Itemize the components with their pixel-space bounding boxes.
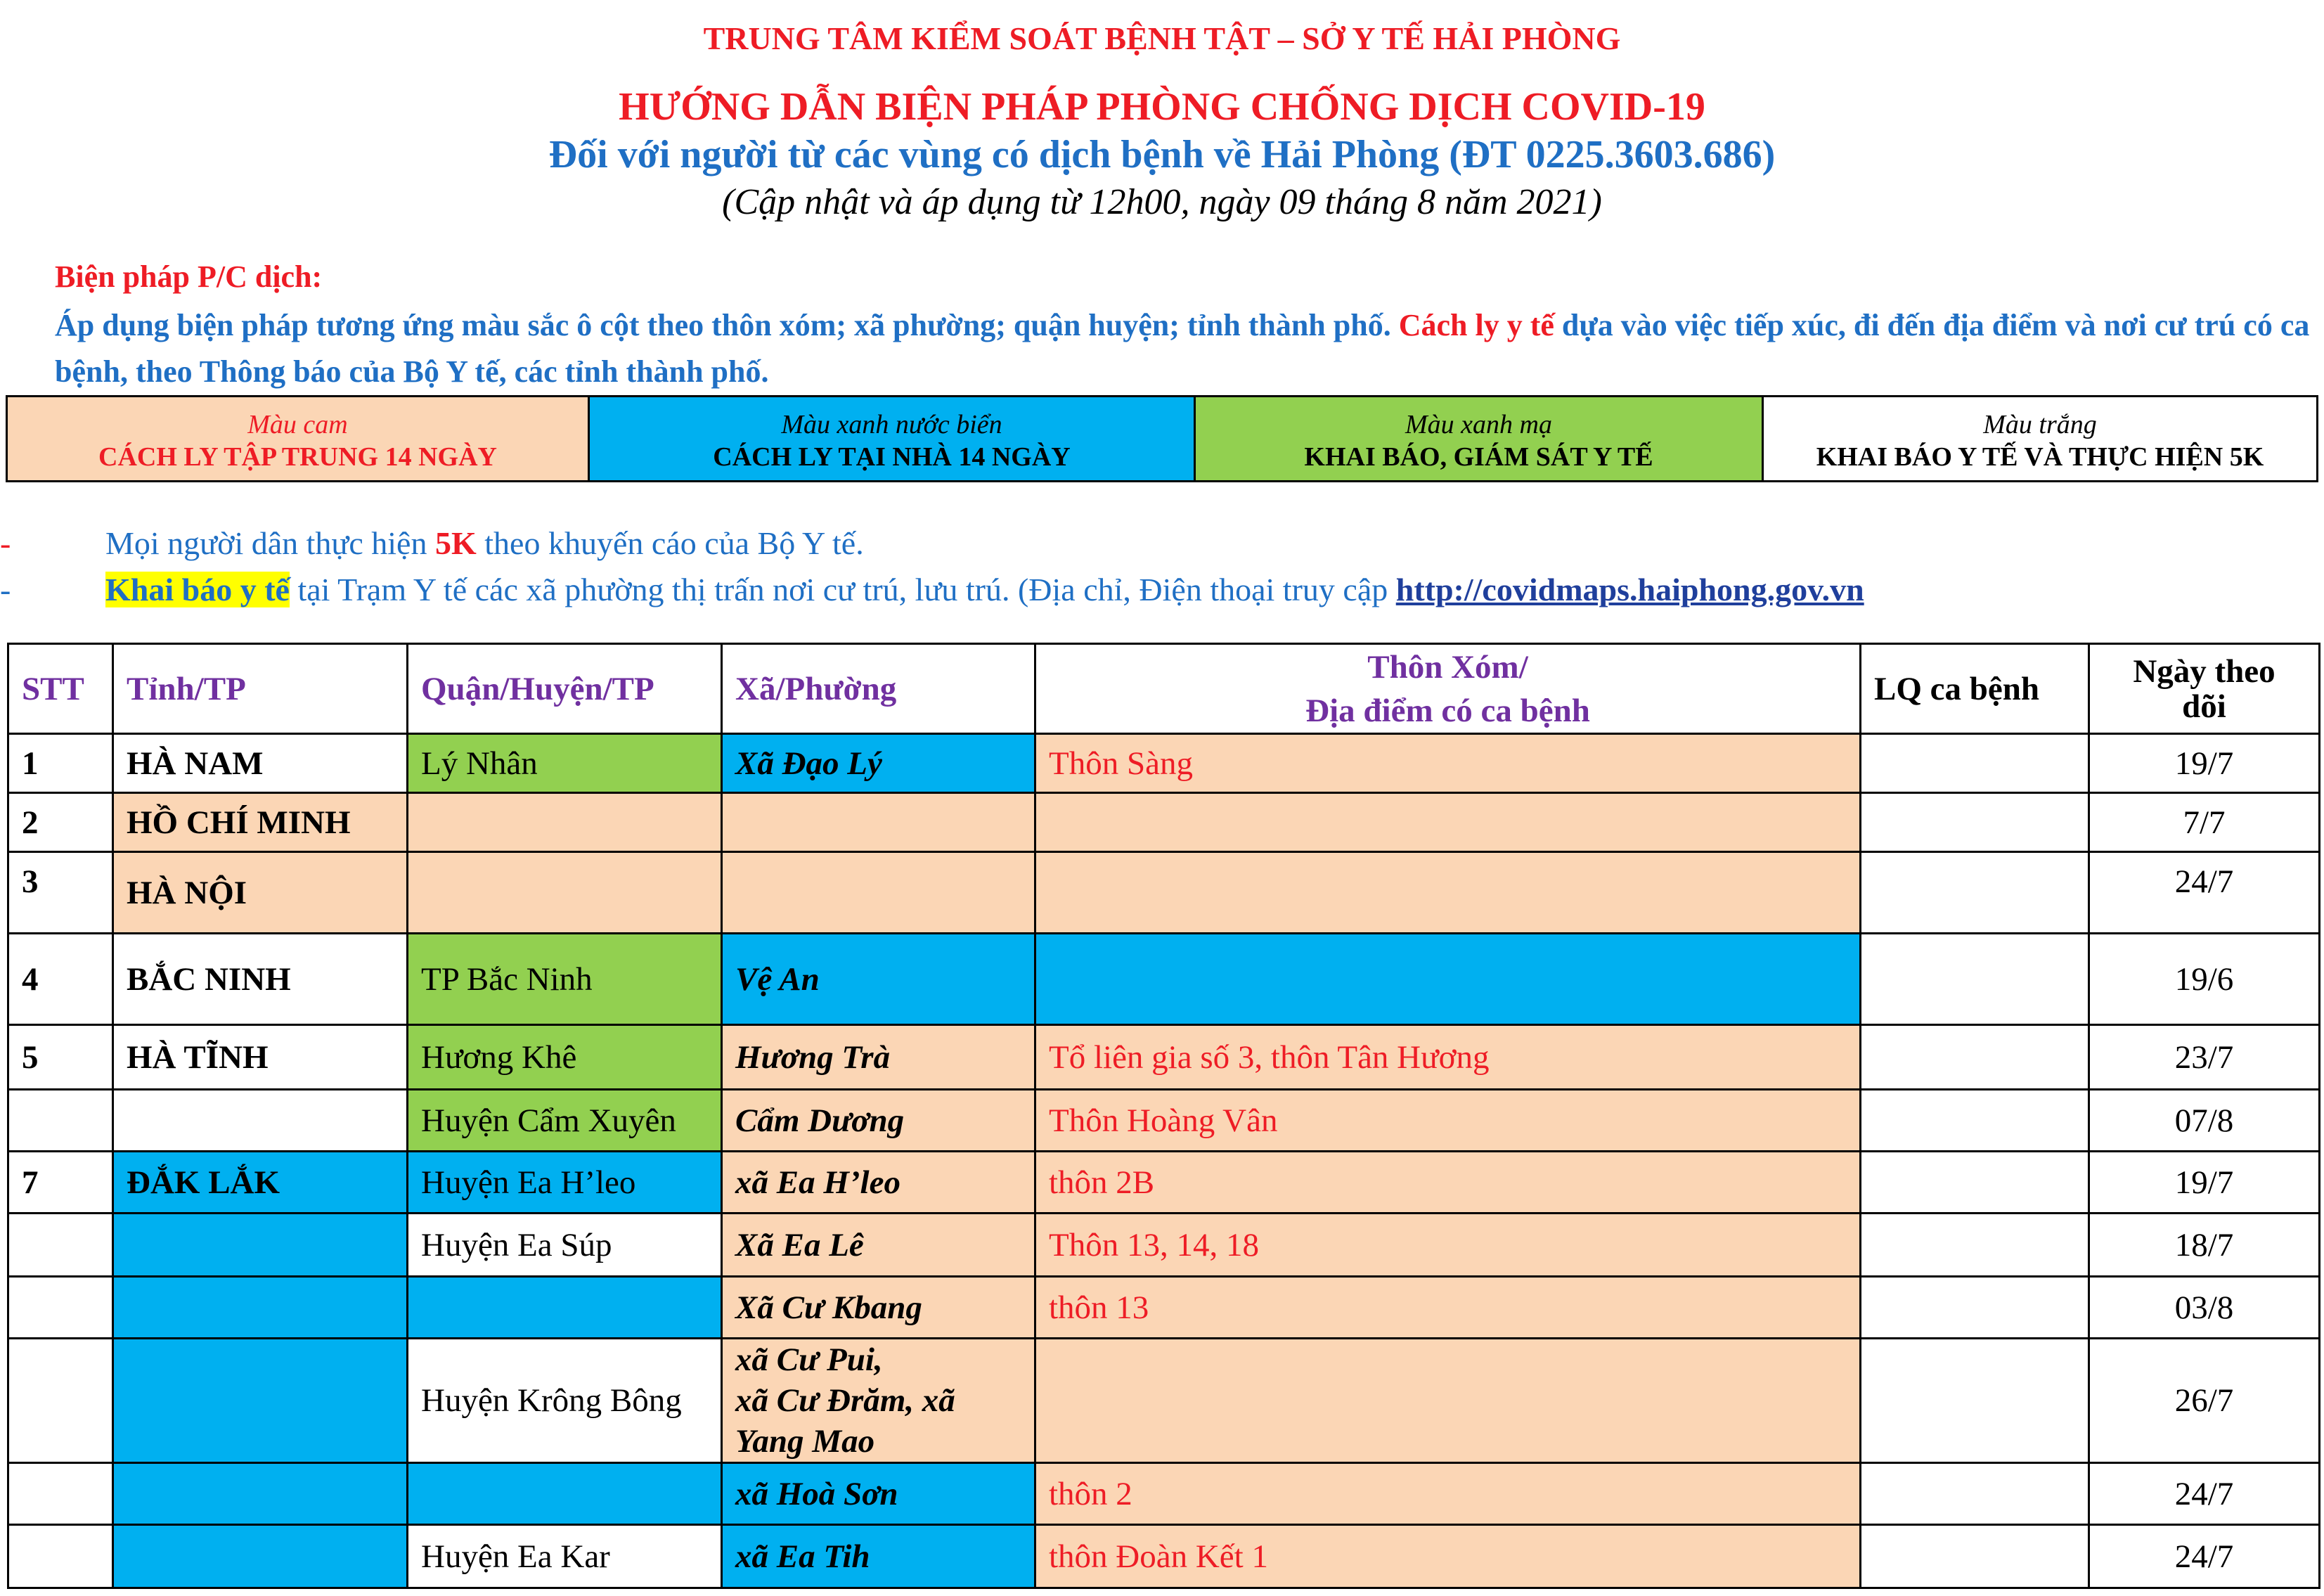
- legend-blue: [588, 397, 1194, 480]
- legend-color-name: Màu trắng: [1983, 410, 2097, 439]
- cell-province: HÀ NỘI: [113, 852, 408, 934]
- header-place-line-2: Địa điểm có ca bệnh: [1305, 692, 1590, 729]
- table-row: [8, 1152, 2320, 1214]
- cell-date: 03/8: [2089, 1277, 2320, 1339]
- legend-action: KHAI BÁO Y TẾ VÀ THỰC HIỆN 5K: [1816, 442, 2264, 472]
- cell-lq: [1861, 734, 2089, 793]
- cell-district: Lý Nhân: [408, 734, 722, 793]
- cell-stt: 7: [8, 1152, 113, 1214]
- cell-date: 26/7: [2089, 1339, 2320, 1463]
- measures-text-b: dựa vào việc tiếp xúc, đi đến địa điểm và nơi cư trú có ca bệnh, theo Thông báo của Bộ Y tế, các tỉnh thành phố.: [55, 308, 2310, 389]
- cell-lq: [1861, 1277, 2089, 1339]
- cell-district: Huyện Cẩm Xuyên: [408, 1090, 722, 1152]
- legend-color-name: Màu xanh nước biển: [781, 410, 1002, 439]
- cell-stt: [8, 1214, 113, 1277]
- note-5k-highlight: 5K: [434, 525, 477, 561]
- cell-district: Huyện Ea Kar: [408, 1525, 722, 1588]
- update-note: (Cập nhật và áp dụng từ 12h00, ngày 09 tháng 8 năm 2021): [722, 182, 1602, 222]
- cell-place: thôn 2: [1035, 1463, 1861, 1525]
- measures-text: [55, 302, 2311, 395]
- cell-place: thôn 2B: [1035, 1152, 1861, 1214]
- table-row: [8, 734, 2320, 793]
- cell-district: [408, 1277, 722, 1339]
- header-date: [2089, 644, 2320, 734]
- note-5k-a: Mọi người dân thực hiện: [105, 525, 435, 561]
- covidmaps-link[interactable]: http://covidmaps.haiphong.gov.vn: [1395, 572, 1864, 607]
- cell-place: Thôn Hoàng Vân: [1035, 1090, 1861, 1152]
- note-5k-b: theo khuyến cáo của Bộ Y tế.: [476, 525, 864, 561]
- cell-province: HÀ TĨNH: [113, 1025, 408, 1090]
- cell-lq: [1861, 1090, 2089, 1152]
- cell-date: 23/7: [2089, 1025, 2320, 1090]
- cell-date: 19/7: [2089, 734, 2320, 793]
- header-ward: Xã/Phường: [722, 644, 1035, 734]
- cell-stt: [8, 1090, 113, 1152]
- cell-place: thôn Đoàn Kết 1: [1035, 1525, 1861, 1588]
- note-5k: [0, 525, 864, 562]
- cell-lq: [1861, 1463, 2089, 1525]
- cell-province: [113, 1214, 408, 1277]
- cell-province: BẮC NINH: [113, 934, 408, 1025]
- cell-province: [113, 1525, 408, 1588]
- cell-lq: [1861, 1525, 2089, 1588]
- cell-province: ĐẮK LẮK: [113, 1152, 408, 1214]
- cell-stt: 4: [8, 934, 113, 1025]
- document-title: HƯỚNG DẪN BIỆN PHÁP PHÒNG CHỐNG DỊCH COVID-19: [619, 85, 1705, 129]
- cell-place: thôn 13: [1035, 1277, 1861, 1339]
- cell-place: [1035, 852, 1861, 934]
- table-row: [8, 852, 2320, 934]
- cell-lq: [1861, 793, 2089, 852]
- cell-date: 07/8: [2089, 1090, 2320, 1152]
- color-legend: [6, 395, 2318, 482]
- cell-date: 7/7: [2089, 793, 2320, 852]
- table-row: [8, 1339, 2320, 1463]
- note-declaration-highlight: Khai báo y tế: [105, 572, 290, 607]
- cell-place: [1035, 1339, 1861, 1463]
- legend-green: [1194, 397, 1762, 480]
- legend-action: CÁCH LY TẬP TRUNG 14 NGÀY: [98, 442, 497, 472]
- cell-lq: [1861, 934, 2089, 1025]
- cell-lq: [1861, 852, 2089, 934]
- legend-color-name: Màu cam: [247, 410, 348, 439]
- outbreak-table: [7, 643, 2320, 1589]
- cell-date: 18/7: [2089, 1214, 2320, 1277]
- header-place: [1035, 644, 1861, 734]
- cell-ward: Xã Cư Kbang: [722, 1277, 1035, 1339]
- table-row: [8, 1463, 2320, 1525]
- cell-ward: Xã Đạo Lý: [722, 734, 1035, 793]
- cell-stt: [8, 1277, 113, 1339]
- cell-stt: 3: [8, 852, 113, 934]
- header-date-line-1: Ngày theo: [2133, 652, 2275, 690]
- cell-district: [408, 793, 722, 852]
- cell-district: Huyện Krông Bông: [408, 1339, 722, 1463]
- header-stt: STT: [8, 644, 113, 734]
- measures-text-a: Áp dụng biện pháp tương ứng màu sắc ô cột theo thôn xóm; xã phường; quận huyện; tỉnh thành phố.: [55, 308, 1399, 342]
- cell-ward: Cẩm Dương: [722, 1090, 1035, 1152]
- table-header-row: [8, 644, 2320, 734]
- table-row: [8, 934, 2320, 1025]
- header-district: Quận/Huyện/TP: [408, 644, 722, 734]
- cell-ward: [722, 793, 1035, 852]
- cell-ward: [722, 852, 1035, 934]
- cell-ward: xã Ea H’leo: [722, 1152, 1035, 1214]
- cell-ward: [722, 1339, 1035, 1463]
- cell-date: 24/7: [2089, 1525, 2320, 1588]
- cell-stt: [8, 1525, 113, 1588]
- cell-place: Thôn Sàng: [1035, 734, 1861, 793]
- table-row: [8, 1090, 2320, 1152]
- cell-district: [408, 1463, 722, 1525]
- cell-lq: [1861, 1214, 2089, 1277]
- cell-province: HÀ NAM: [113, 734, 408, 793]
- table-row: [8, 793, 2320, 852]
- cell-lq: [1861, 1339, 2089, 1463]
- cell-place: Thôn 13, 14, 18: [1035, 1214, 1861, 1277]
- measures-text-highlight: Cách ly y tế: [1398, 308, 1554, 342]
- ward-line: xã Cư Pui,: [735, 1341, 883, 1378]
- cell-province: HỒ CHÍ MINH: [113, 793, 408, 852]
- cell-place: [1035, 793, 1861, 852]
- note-health-declaration: [0, 571, 1864, 608]
- cell-district: Huyện Ea H’leo: [408, 1152, 722, 1214]
- ward-line: xã Cư Đrăm, xã: [735, 1382, 955, 1419]
- document-subtitle: Đối với người từ các vùng có dịch bệnh về Hải Phòng (ĐT 0225.3603.686): [548, 133, 1776, 176]
- cell-district: TP Bắc Ninh: [408, 934, 722, 1025]
- cell-ward: Hương Trà: [722, 1025, 1035, 1090]
- cell-place: [1035, 934, 1861, 1025]
- bullet-dash: -: [0, 525, 11, 561]
- cell-district: [408, 852, 722, 934]
- cell-ward: Xã Ea Lê: [722, 1214, 1035, 1277]
- cell-date: 19/6: [2089, 934, 2320, 1025]
- cell-lq: [1861, 1025, 2089, 1090]
- table-row: [8, 1025, 2320, 1090]
- legend-action: KHAI BÁO, GIÁM SÁT Y TẾ: [1304, 442, 1653, 472]
- legend-orange: [8, 397, 588, 480]
- cell-province: [113, 1339, 408, 1463]
- cell-ward: Vệ An: [722, 934, 1035, 1025]
- cell-district: Huyện Ea Súp: [408, 1214, 722, 1277]
- cell-stt: 2: [8, 793, 113, 852]
- cell-province: [113, 1090, 408, 1152]
- bullet-dash: -: [0, 572, 11, 607]
- cell-stt: [8, 1463, 113, 1525]
- ward-line: Yang Mao: [735, 1423, 875, 1460]
- cell-place: Tổ liên gia số 3, thôn Tân Hương: [1035, 1025, 1861, 1090]
- cell-date: 19/7: [2089, 1152, 2320, 1214]
- table-row: [8, 1277, 2320, 1339]
- cell-district: Hương Khê: [408, 1025, 722, 1090]
- organization-name: TRUNG TÂM KIỂM SOÁT BỆNH TẬT – SỞ Y TẾ HẢI PHÒNG: [703, 20, 1621, 56]
- cell-province: [113, 1277, 408, 1339]
- cell-stt: [8, 1339, 113, 1463]
- legend-white: [1762, 397, 2316, 480]
- cell-ward: xã Hoà Sơn: [722, 1463, 1035, 1525]
- note-declaration-text: tại Trạm Y tế các xã phường thị trấn nơi cư trú, lưu trú. (Địa chỉ, Điện thoại truy cập: [289, 572, 1396, 607]
- header-place-line-1: Thôn Xóm/: [1367, 648, 1528, 686]
- cell-lq: [1861, 1152, 2089, 1214]
- table-row: [8, 1214, 2320, 1277]
- header-date-line-2: dõi: [2182, 688, 2226, 725]
- cell-date: 24/7: [2089, 852, 2320, 934]
- cell-ward: xã Ea Tih: [722, 1525, 1035, 1588]
- cell-date: 24/7: [2089, 1463, 2320, 1525]
- legend-color-name: Màu xanh mạ: [1405, 410, 1552, 439]
- cell-stt: 1: [8, 734, 113, 793]
- legend-action: CÁCH LY TẠI NHÀ 14 NGÀY: [713, 442, 1071, 472]
- cell-stt: 5: [8, 1025, 113, 1090]
- header-lq: LQ ca bệnh: [1861, 644, 2089, 734]
- table-row: [8, 1525, 2320, 1588]
- measures-heading: Biện pháp P/C dịch:: [55, 259, 323, 294]
- cell-province: [113, 1463, 408, 1525]
- header-province: Tỉnh/TP: [113, 644, 408, 734]
